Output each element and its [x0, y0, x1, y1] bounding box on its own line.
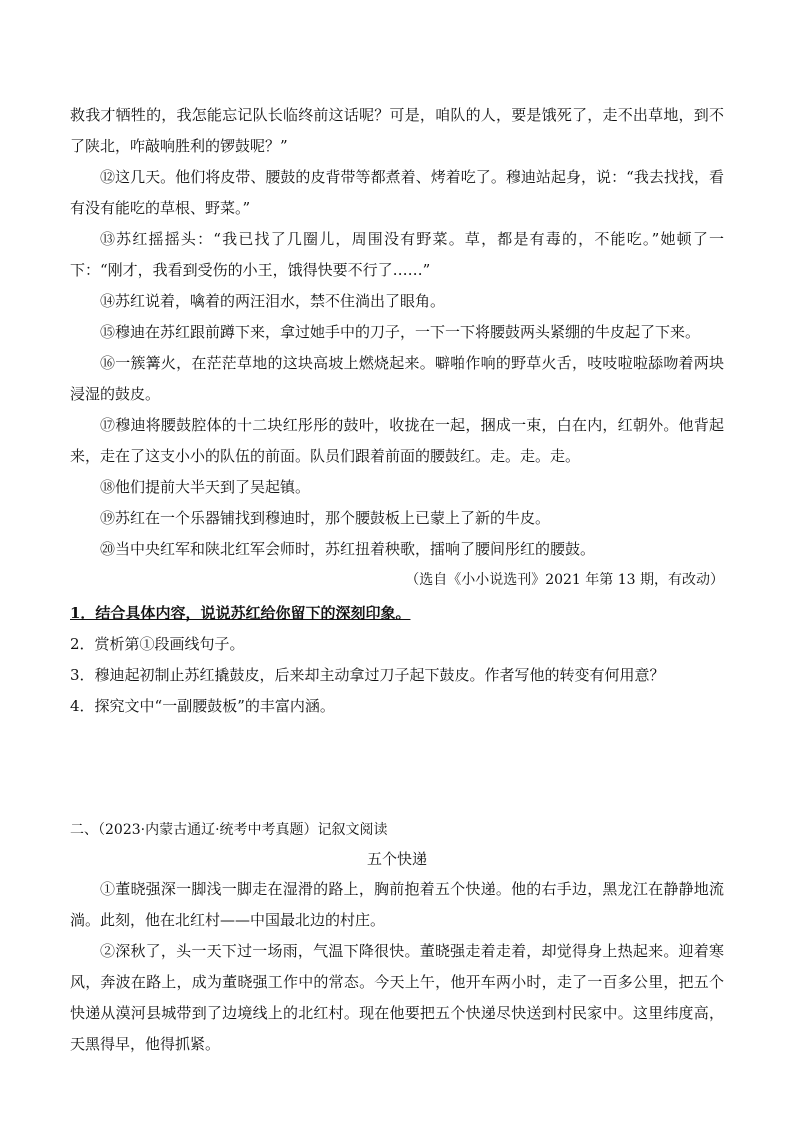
question-list — [70, 598, 724, 722]
question-item: 3．穆迪起初制止苏红撬鼓皮，后来却主动拿过刀子起下鼓皮。作者写他的转变有何用意？ — [70, 666, 665, 684]
article-paragraph: ①董晓强深一脚浅一脚走在湿滑的路上，胸前抱着五个快递。他的右手边，黑龙江在静静地流淌。此刻，他在北红村——中国最北边的村庄。 — [70, 880, 724, 929]
passage-paragraph: ⑬苏红摇摇头：“我已找了几圈儿，周围没有野菜。草，都是有毒的，不能吃。”她顿了一下：“刚才，我看到受伤的小王，饿得快要不行了……” — [70, 230, 724, 279]
section-two — [70, 816, 724, 1060]
source-citation: （选自《小小说选刊》2021 年第 13 期，有改动） — [405, 572, 724, 588]
passage-paragraph: ⑯一簇篝火，在茫茫草地的这块高坡上燃烧起来。噼啪作响的野草火舌，吱吱啦啦舔吻着两块浸湿的鼓皮。 — [70, 354, 724, 403]
article-paragraph: ②深秋了，头一天下过一场雨，气温下降很快。董晓强走着走着，却觉得身上热起来。迎着寒风，奔波在路上，成为董晓强工作中的常态。今天上午，他开车两小时，走了一百多公里，把五个快递从漠河县城带到了边境线上的北红村。现在他要把五个快递尽快送到村民家中。这里纬度高，天黑得早，他得抓紧。 — [70, 942, 724, 1053]
passage-paragraph: ⑫这几天。他们将皮带、腰鼓的皮背带等都煮着、烤着吃了。穆迪站起身，说：“我去找找，看有没有能吃的草根、野菜。” — [70, 168, 724, 217]
passage-paragraph: ⑰穆迪将腰鼓腔体的十二块红彤彤的鼓叶，收拢在一起，捆成一束，白在内，红朝外。他背起来，走在了这支小小的队伍的前面。队员们跟着前面的腰鼓红。走。走。走。 — [70, 416, 724, 465]
passage-paragraph: ⑱他们提前大半天到了吴起镇。 — [100, 478, 311, 496]
passage-paragraph: ⑮穆迪在苏红跟前蹲下来，拿过她手中的刀子，一下一下将腰鼓两头紧绷的牛皮起了下来。 — [100, 323, 701, 341]
section-heading: 二、（2023·内蒙古通辽·统考中考真题）记叙文阅读 — [70, 822, 388, 838]
question-item: 1．结合具体内容，说说苏红给你留下的深刻印象。 — [70, 604, 411, 622]
passage-paragraph: ⑳当中央红军和陕北红军会师时，苏红扭着秧歌，擂响了腰间彤红的腰鼓。 — [100, 540, 596, 558]
article-title: 五个快递 — [366, 850, 427, 868]
passage-paragraph: ⑭苏红说着，噙着的两汪泪水，禁不住淌出了眼角。 — [100, 292, 446, 310]
passage-paragraph: 救我才牺牲的，我怎能忘记队长临终前这话呢？可是，咱队的人，要是饿死了，走不出草地，到不了陕北，咋敲响胜利的锣鼓呢？” — [70, 106, 724, 155]
passage-one — [70, 100, 724, 722]
question-item: 4．探究文中“一副腰鼓板”的丰富内涵。 — [70, 697, 335, 715]
passage-paragraph: ⑲苏红在一个乐器铺找到穆迪时，那个腰鼓板上已蒙上了新的牛皮。 — [100, 509, 551, 527]
question-item: 2．赏析第①段画线句子。 — [70, 635, 245, 653]
